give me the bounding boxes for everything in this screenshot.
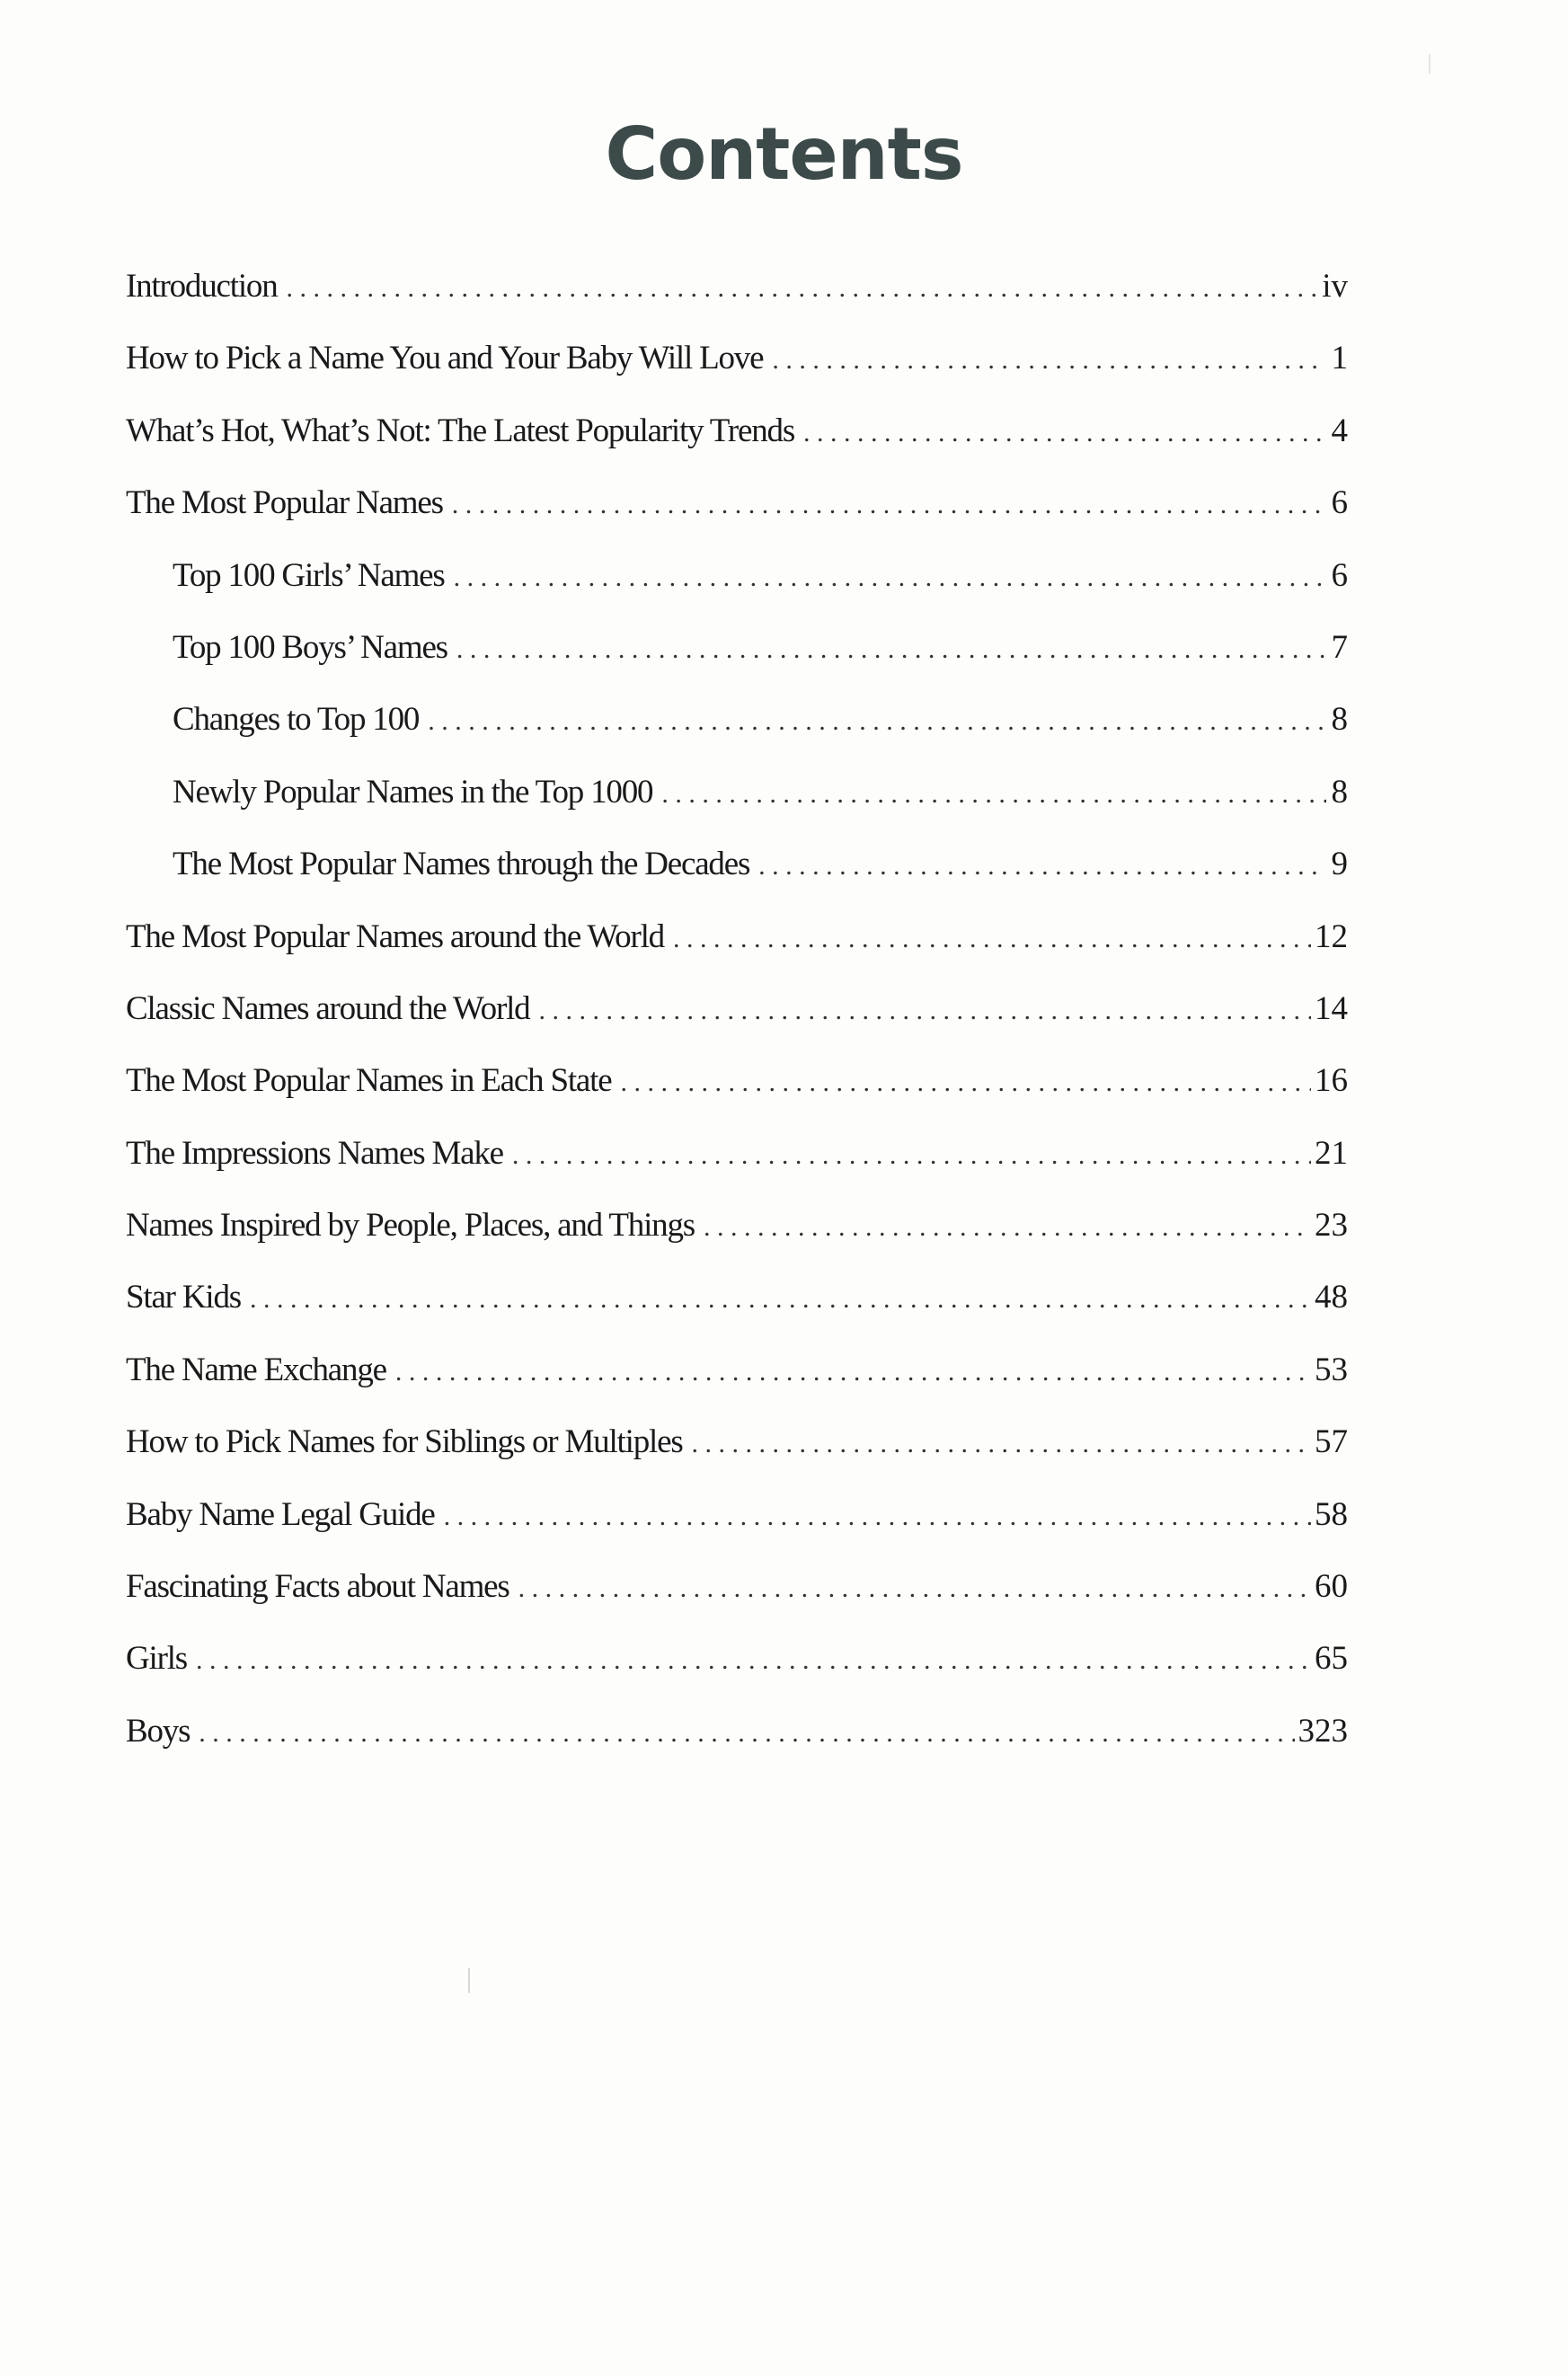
- toc-entry-most-popular-names[interactable]: [126, 467, 1348, 539]
- toc-entry-label: Top 100 Girls’ Names: [173, 556, 445, 594]
- paper-mark: [468, 1968, 470, 1993]
- dot-leader: [454, 542, 1326, 614]
- toc-entry-classic-names[interactable]: [126, 973, 1348, 1045]
- toc-entry-girls[interactable]: [126, 1623, 1348, 1695]
- toc-entry-around-the-world[interactable]: [126, 901, 1348, 973]
- toc-entry-whats-hot[interactable]: [126, 395, 1348, 467]
- toc-page-number: 53: [1315, 1351, 1348, 1388]
- toc-entry-label: Girls: [126, 1640, 188, 1678]
- dot-leader: [456, 614, 1326, 686]
- toc-entry-label: Star Kids: [126, 1279, 241, 1316]
- toc-entry-siblings-multiples[interactable]: [126, 1406, 1348, 1478]
- toc-entry-label: Changes to Top 100: [173, 701, 420, 739]
- toc-entry-introduction[interactable]: [126, 251, 1348, 323]
- toc-page-number: 57: [1315, 1423, 1348, 1461]
- dot-leader: [538, 975, 1311, 1047]
- page-title: Contents: [605, 112, 963, 196]
- dot-leader: [428, 686, 1326, 758]
- toc-entry-label: Top 100 Boys’ Names: [173, 628, 447, 666]
- dot-leader: [758, 830, 1326, 902]
- toc-entry-label: Fascinating Facts about Names: [126, 1568, 509, 1606]
- toc-page-number: 48: [1315, 1279, 1348, 1316]
- toc-entry-label: Newly Popular Names in the Top 1000: [173, 773, 653, 811]
- toc-page-number: 12: [1315, 917, 1348, 955]
- dot-leader: [772, 324, 1326, 396]
- toc-entry-each-state[interactable]: [126, 1045, 1348, 1117]
- toc-page-number: 16: [1315, 1062, 1348, 1100]
- toc-entry-label: The Most Popular Names: [126, 484, 443, 522]
- toc-page-number: 14: [1315, 989, 1348, 1027]
- toc-entry-label: How to Pick a Name You and Your Baby Will Love: [126, 340, 764, 377]
- toc-page-number: 60: [1315, 1568, 1348, 1606]
- toc-page-number: 7: [1331, 628, 1348, 666]
- toc-subentry-top-100-boys[interactable]: [126, 612, 1348, 684]
- dot-leader: [803, 397, 1326, 469]
- toc-page-number: iv: [1322, 268, 1348, 305]
- toc-page-number: 4: [1331, 412, 1348, 449]
- toc-entry-name-exchange[interactable]: [126, 1334, 1348, 1406]
- toc-entry-label: The Name Exchange: [126, 1351, 386, 1388]
- toc-subentry-through-decades[interactable]: [126, 829, 1348, 900]
- dot-leader: [452, 469, 1326, 541]
- dot-leader: [518, 1553, 1311, 1625]
- dot-leader: [250, 1263, 1311, 1335]
- dot-leader: [704, 1192, 1311, 1263]
- toc-entry-boys[interactable]: [126, 1696, 1348, 1768]
- toc-entry-label: How to Pick Names for Siblings or Multiples: [126, 1423, 683, 1461]
- dot-leader: [620, 1047, 1311, 1119]
- toc-entry-how-to-pick[interactable]: [126, 323, 1348, 394]
- toc-page-number: 21: [1315, 1134, 1348, 1172]
- toc-entry-label: Baby Name Legal Guide: [126, 1495, 435, 1533]
- dot-leader: [395, 1336, 1311, 1408]
- toc-subentry-top-100-girls[interactable]: [126, 540, 1348, 612]
- toc-entry-legal-guide[interactable]: [126, 1479, 1348, 1551]
- toc-page-number: 323: [1298, 1712, 1348, 1750]
- toc-entry-label: Classic Names around the World: [126, 989, 530, 1027]
- toc-entry-label: The Most Popular Names through the Decades: [173, 846, 750, 883]
- toc-entry-label: The Most Popular Names in Each State: [126, 1062, 612, 1100]
- toc-subentry-newly-popular[interactable]: [126, 757, 1348, 829]
- toc-page-number: 6: [1331, 484, 1348, 522]
- toc-entry-label: Boys: [126, 1712, 190, 1750]
- dot-leader: [199, 1697, 1294, 1769]
- toc-page-number: 1: [1331, 340, 1348, 377]
- toc-page-number: 58: [1315, 1495, 1348, 1533]
- toc-entry-label: The Impressions Names Make: [126, 1134, 503, 1172]
- toc-entry-names-inspired[interactable]: [126, 1190, 1348, 1262]
- paper-mark: [1429, 54, 1431, 74]
- toc-entry-fascinating-facts[interactable]: [126, 1551, 1348, 1623]
- toc-page-number: 9: [1331, 846, 1348, 883]
- dot-leader: [512, 1120, 1311, 1192]
- dot-leader: [196, 1625, 1311, 1697]
- toc-entry-label: Names Inspired by People, Places, and Things: [126, 1207, 695, 1245]
- toc-page-number: 6: [1331, 556, 1348, 594]
- toc-entry-label: What’s Hot, What’s Not: The Latest Popularity Trends: [126, 412, 795, 449]
- toc-entry-star-kids[interactable]: [126, 1262, 1348, 1334]
- toc-page-number: 8: [1331, 773, 1348, 811]
- dot-leader: [661, 758, 1326, 830]
- toc-entry-impressions[interactable]: [126, 1118, 1348, 1190]
- toc-entry-label: Introduction: [126, 268, 278, 305]
- toc-subentry-changes-top-100[interactable]: [126, 684, 1348, 756]
- toc-page-number: 23: [1315, 1207, 1348, 1245]
- toc-page-number: 65: [1315, 1640, 1348, 1678]
- dot-leader: [692, 1408, 1311, 1480]
- toc-entry-label: The Most Popular Names around the World: [126, 917, 664, 955]
- dot-leader: [444, 1481, 1311, 1553]
- toc-page-number: 8: [1331, 701, 1348, 739]
- dot-leader: [287, 253, 1319, 324]
- dot-leader: [673, 903, 1311, 975]
- table-of-contents: [126, 251, 1348, 1768]
